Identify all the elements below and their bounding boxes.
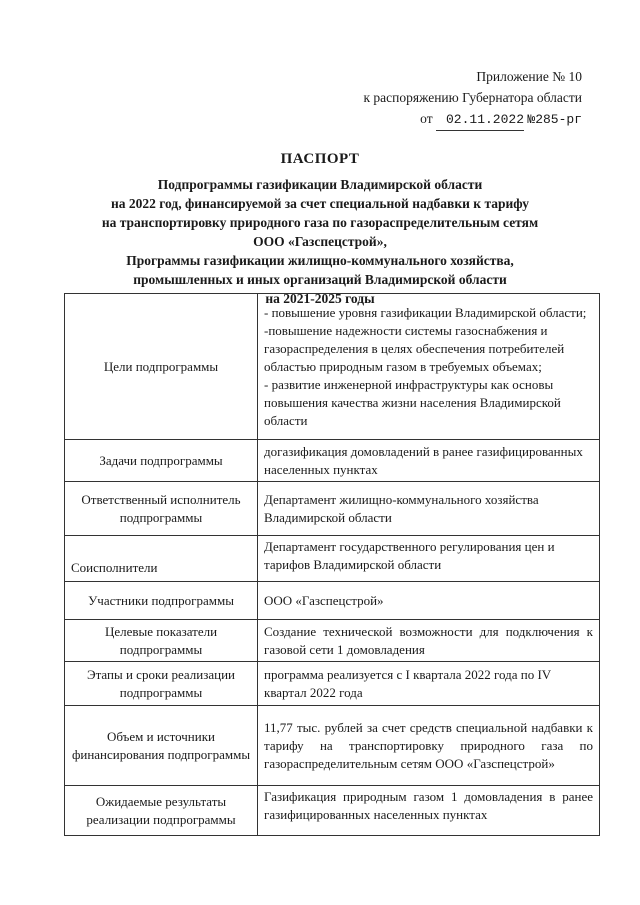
- title-line: на транспортировку природного газа по газораспределительным сетям: [101, 215, 539, 230]
- table-row-results: [65, 786, 600, 836]
- table-row-indicators: [65, 620, 600, 662]
- appendix-number: №285-рг: [527, 112, 582, 127]
- table-row-tasks: [65, 440, 600, 482]
- passport-table: [64, 293, 600, 836]
- title-line: Подпрограммы газификации Владимирской области: [157, 177, 483, 192]
- appendix-header: [363, 66, 582, 131]
- appendix-line1: Приложение № 10: [476, 69, 582, 84]
- row-label: Соисполнители: [65, 536, 258, 582]
- row-value: ООО «Газспецстрой»: [258, 582, 600, 620]
- title-line: ООО «Газспецстрой»,: [253, 234, 387, 249]
- row-label: Участники подпрограммы: [65, 582, 258, 620]
- row-value: Создание технической возможности для подключения к газовой сети 1 домовладения: [258, 620, 600, 662]
- row-label: Целевые показатели подпрограммы: [65, 620, 258, 662]
- title-line: Программы газификации жилищно-коммунального хозяйства,: [126, 253, 514, 268]
- goal-item: - повышение уровня газификации Владимирской области;: [264, 304, 587, 320]
- table-row-funding: [65, 706, 600, 786]
- goal-item: -повышение надежности системы газоснабжения и газораспределения в целях обеспечения потребителей областью природным газом в требуемых объемах;: [264, 322, 565, 374]
- title-line: промышленных и иных организаций Владимирской области: [133, 272, 507, 287]
- document-title: [40, 150, 600, 308]
- row-value: догазификация домовладений в ранее газифицированных населенных пунктах: [258, 440, 600, 482]
- table-row-participants: [65, 582, 600, 620]
- row-label: Задачи подпрограммы: [65, 440, 258, 482]
- row-value: Департамент жилищно-коммунального хозяйства Владимирской области: [258, 482, 600, 536]
- row-label: Ожидаемые результаты реализации подпрограммы: [65, 786, 258, 836]
- appendix-prefix: от: [420, 111, 433, 126]
- appendix-line2: к распоряжению Губернатора области: [363, 90, 582, 105]
- appendix-line3: [363, 108, 582, 131]
- appendix-date: 02.11.2022: [436, 109, 524, 131]
- row-value: Департамент государственного регулирования цен и тарифов Владимирской области: [258, 536, 600, 582]
- table-row-goals: [65, 294, 600, 440]
- table-row-executor: [65, 482, 600, 536]
- row-value: 11,77 тыс. рублей за счет средств специальной надбавки к тарифу на транспортировку природного газа по газораспределительным сетям ООО «Газспецстрой»: [258, 706, 600, 786]
- row-value: [258, 294, 600, 440]
- row-label: Цели подпрограммы: [65, 294, 258, 440]
- title-line: на 2022 год, финансируемой за счет специальной надбавки к тарифу: [110, 196, 530, 211]
- title-main: ПАСПОРТ: [280, 151, 360, 167]
- table-row-stages: [65, 662, 600, 706]
- goal-item: - развитие инженерной инфраструктуры как основы повышения качества жизни населения Владимирской области: [264, 376, 561, 428]
- row-label: Ответственный исполнитель подпрограммы: [65, 482, 258, 536]
- row-label: Объем и источники финансирования подпрограммы: [65, 706, 258, 786]
- title-line: на 2021-2025 годы: [265, 291, 375, 306]
- row-label: Этапы и сроки реализации подпрограммы: [65, 662, 258, 706]
- row-value: Газификация природным газом 1 домовладения в ранее газифицированных населенных пунктах: [258, 786, 600, 836]
- table-row-coexecutors: [65, 536, 600, 582]
- row-value: программа реализуется с I квартала 2022 года по IV квартал 2022 года: [258, 662, 600, 706]
